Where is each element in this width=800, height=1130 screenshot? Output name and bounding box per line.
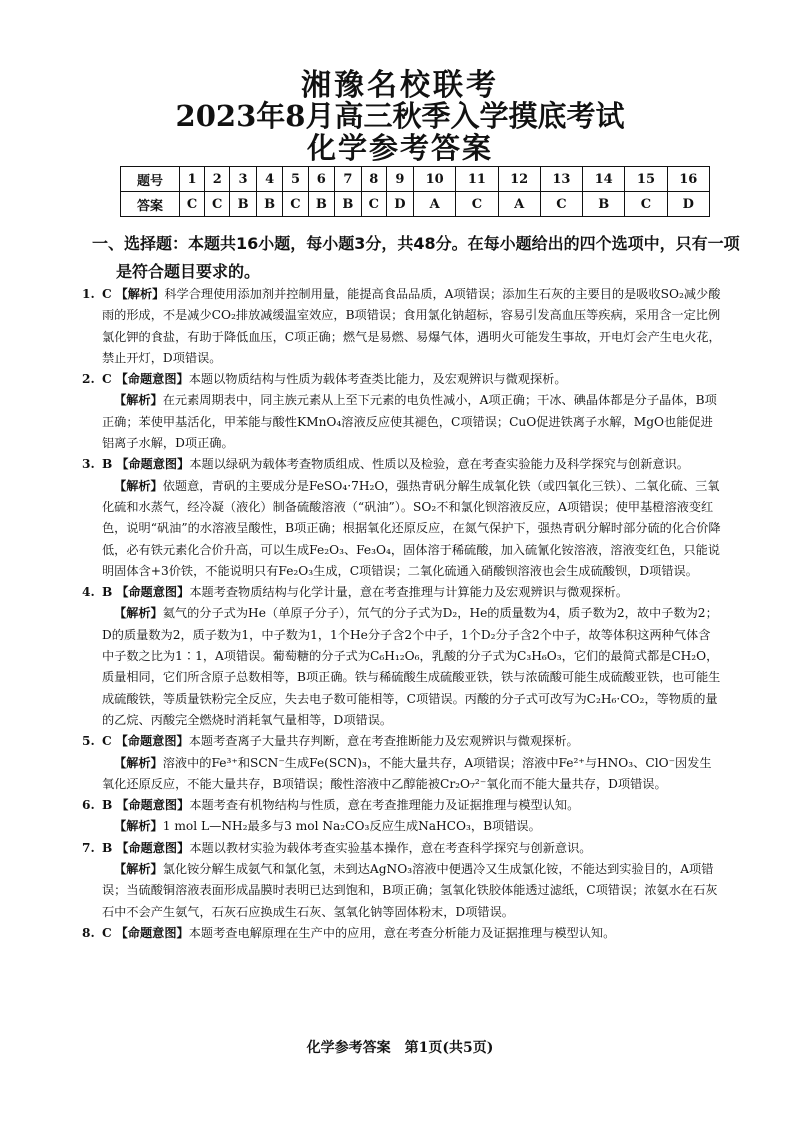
question-5-analysis <box>102 753 722 796</box>
question-3 <box>82 454 722 475</box>
question-number: 2 <box>205 167 230 192</box>
question-answer: B <box>102 798 113 813</box>
question-number-label: 5. <box>82 734 95 749</box>
question-4-analysis <box>102 603 722 731</box>
question-6-analysis <box>102 816 722 837</box>
question-number: 3 <box>230 167 257 192</box>
question-number: 7 <box>335 167 362 192</box>
answer-cell: C <box>361 192 386 217</box>
question-2 <box>82 369 722 390</box>
analysis-text: 1 mol L—NH₂最多与3 mol Na₂CO₃反应生成NaHCO₃，B项错误。 <box>162 819 541 834</box>
question-3-analysis <box>102 476 722 582</box>
analysis-text: 科学合理使用添加剂并控制用量，能提高食品品质，A项错误；添加生石灰的主要目的是吸收SO₂减少酸雨的形成，不是减少CO₂排放减缓温室效应，B项错误；食用氯化钠超标，容易引发高血压等疾病，采用含一定比例氯化钾的食盐，有助于降低血压，C项正确；燃气是易燃、易爆气体，遇明火可能发生事故，开电灯会产生电火花，禁止开灯，D项错误。 <box>102 287 721 365</box>
question-number: 10 <box>414 167 456 192</box>
answer-cell: B <box>308 192 335 217</box>
explanations <box>82 284 722 944</box>
answer-cell: C <box>540 192 582 217</box>
answer-cell: B <box>335 192 362 217</box>
question-answer: C <box>102 734 112 749</box>
intent-tag: 【命题意图】 <box>116 457 190 472</box>
row-label-answer: 答案 <box>121 192 180 217</box>
answer-cell: B <box>230 192 257 217</box>
question-4 <box>82 582 722 603</box>
analysis-tag: 【解析】 <box>114 862 163 877</box>
question-number: 5 <box>283 167 308 192</box>
question-answer: C <box>102 372 112 387</box>
exam-name-title: 2023年8月高三秋季入学摸底考试 <box>175 99 625 133</box>
page-footer: 化学参考答案 第1页(共5页) <box>306 1040 494 1056</box>
analysis-text: 溶液中的Fe³⁺和SCN⁻生成Fe(SCN)₃，不能大量共存，A项错误；溶液中Fe²⁺与HNO₃、ClO⁻因发生氧化还原反应，不能大量共存，B项错误；酸性溶液中乙醇能被Cr₂O₇²⁻氧化而不能大量共存，D项错误。 <box>102 755 712 791</box>
question-number-label: 2. <box>82 372 95 387</box>
question-answer: C <box>102 925 112 940</box>
intent-text: 本题考查电解原理在生产中的应用，意在考查分析能力及证据推理与模型认知。 <box>188 925 616 940</box>
intent-tag: 【命题意图】 <box>115 372 189 387</box>
question-1 <box>82 284 722 369</box>
question-number: 8 <box>361 167 386 192</box>
answer-cell: A <box>414 192 456 217</box>
intent-text: 本题考查离子大量共存判断，意在考查推断能力及宏观辨识与微观探析。 <box>188 734 579 749</box>
answer-cell: C <box>205 192 230 217</box>
analysis-text: 依题意，青矾的主要成分是FeSO₄·7H₂O，强热青矾分解生成氧化铁（或四氧化三铁）、二氧化硫、三氧化硫和水蒸气，经冷凝（液化）制备硫酸溶液（“矾油”）。SO₂不和氯化钡溶液反应，A项错误；使甲基橙溶液变红色，说明“矾油”的水溶液呈酸性，B项正确；根据氧化还原反应，在氮气保护下，强热青矾分解时部分硫的化合价降低，必有铁元素化合价升高，可以生成Fe₂O₃、Fe₃O₄，固体溶于稀硫酸，加入硫氰化铵溶液，溶液变红色，只能说明固体含+3价铁，不能说明只有Fe₂O₃生成，C项错误；二氧化硫通入硝酸钡溶液也会生成硫酸钡，D项错误。 <box>102 478 721 578</box>
answer-key-title: 化学参考答案 <box>306 131 493 165</box>
answer-cell: B <box>256 192 283 217</box>
question-7 <box>82 838 722 859</box>
question-number: 1 <box>180 167 205 192</box>
intent-tag: 【命题意图】 <box>116 585 190 600</box>
answer-cell: C <box>456 192 498 217</box>
answer-cell: A <box>498 192 540 217</box>
question-number: 6 <box>308 167 335 192</box>
question-answer: B <box>102 457 113 472</box>
answer-cell: C <box>180 192 205 217</box>
question-number-label: 8. <box>82 925 95 940</box>
intent-text: 本题考查物质结构与化学计量，意在考查推理与计算能力及宏观辨识与微观探析。 <box>189 585 629 600</box>
intent-text: 本题以物质结构与性质为载体考查类比能力，及宏观辨识与微观探析。 <box>188 372 567 387</box>
question-number-label: 1. <box>82 287 95 301</box>
intent-tag: 【命题意图】 <box>116 840 190 855</box>
analysis-tag: 【解析】 <box>114 755 163 770</box>
question-number: 9 <box>386 167 413 192</box>
intent-text: 本题以绿矾为载体考查物质组成、性质以及检验，意在考查实验能力及科学探究与创新意识。 <box>189 457 689 472</box>
question-2-analysis <box>102 390 722 454</box>
row-label-number: 题号 <box>121 167 180 192</box>
intent-tag: 【命题意图】 <box>115 734 189 749</box>
analysis-text: 氯化铵分解生成氨气和氯化氢，未到达AgNO₃溶液中便遇冷又生成氯化铵，不能达到实验目的，A项错误；当硫酸铜溶液表面形成晶膜时表明已达到饱和，B项正确；氢氧化铁胶体能透过滤纸，C项错误；浓氨水在石灰石中不会产生氨气，石灰石应换成生石灰、氢氧化钠等固体粉末，D项错误。 <box>102 862 718 919</box>
exam-org-title: 湘豫名校联考 <box>301 68 499 103</box>
question-number: 4 <box>256 167 283 192</box>
question-6 <box>82 795 722 816</box>
question-number: 14 <box>583 167 625 192</box>
question-number: 11 <box>456 167 498 192</box>
answer-cell: D <box>386 192 413 217</box>
question-number: 13 <box>540 167 582 192</box>
question-number-label: 4. <box>82 585 95 600</box>
analysis-tag: 【解析】 <box>114 478 163 493</box>
question-number-label: 6. <box>82 798 95 813</box>
question-5 <box>82 731 722 752</box>
analysis-tag: 【解析】 <box>114 606 163 621</box>
question-number: 16 <box>667 167 709 192</box>
analysis-text: 在元素周期表中，同主族元素从上至下元素的电负性减小，A项正确；干冰、碘晶体都是分子晶体，B项正确；苯使甲基活化，甲苯能与酸性KMnO₄溶液反应使其褪色，C项错误；CuO促进铁离子水解，MgO也能促进铝离子水解，D项正确。 <box>102 393 717 451</box>
analysis-tag: 【解析】 <box>114 819 163 834</box>
question-answer: B <box>102 585 113 600</box>
question-number-label: 7. <box>82 840 95 855</box>
question-7-analysis <box>102 859 722 923</box>
question-number: 12 <box>498 167 540 192</box>
answer-table <box>120 166 710 217</box>
question-number: 15 <box>625 167 667 192</box>
answer-row <box>121 192 710 217</box>
answer-cell: C <box>625 192 667 217</box>
section-heading: 一、选择题：本题共16小题，每小题3分，共48分。在每小题给出的四个选项中，只有一项是符合题目要求的。 <box>92 234 740 281</box>
answer-cell: B <box>583 192 625 217</box>
intent-text: 本题以教材实验为载体考查实验基本操作，意在考查科学探究与创新意识。 <box>189 840 592 855</box>
question-8 <box>82 923 722 944</box>
question-answer: B <box>102 840 113 855</box>
intent-tag: 【命题意图】 <box>115 925 189 940</box>
question-number-label: 3. <box>82 457 95 472</box>
intent-text: 本题考查有机物结构与性质，意在考查推理能力及证据推理与模型认知。 <box>189 798 580 813</box>
answer-cell: C <box>283 192 308 217</box>
answer-cell: D <box>667 192 709 217</box>
analysis-text: 氦气的分子式为He（单原子分子），氘气的分子式为D₂，He的质量数为4，质子数为2，故中子数为2；D的质量数为2，质子数为1，中子数为1，1个He分子含2个中子，1个D₂分子含2个中子，故等体积这两种气体含中子数之比为1∶1，A项错误。葡萄糖的分子式为C₆H₁₂O₆，乳酸的分子式为C₃H₆O₃，它们的最简式都是CH₂O，质量相同，它们所含原子总数相等，B项正确。铁与稀硫酸生成硫酸亚铁，铁与浓硫酸可能生成硫酸亚铁，也可能生成硫酸铁，等质量铁粉完全反应，失去电子数可能相等，C项错误。丙酸的分子式可改写为C₂H₆·CO₂，等物质的量的乙烷、丙酸完全燃烧时消耗氧气量相等，D项错误。 <box>102 606 721 727</box>
analysis-tag: 【解析】 <box>115 287 165 301</box>
intent-tag: 【命题意图】 <box>116 798 190 813</box>
analysis-tag: 【解析】 <box>114 393 163 408</box>
question-number-row <box>121 167 710 192</box>
question-answer: C <box>102 287 112 301</box>
